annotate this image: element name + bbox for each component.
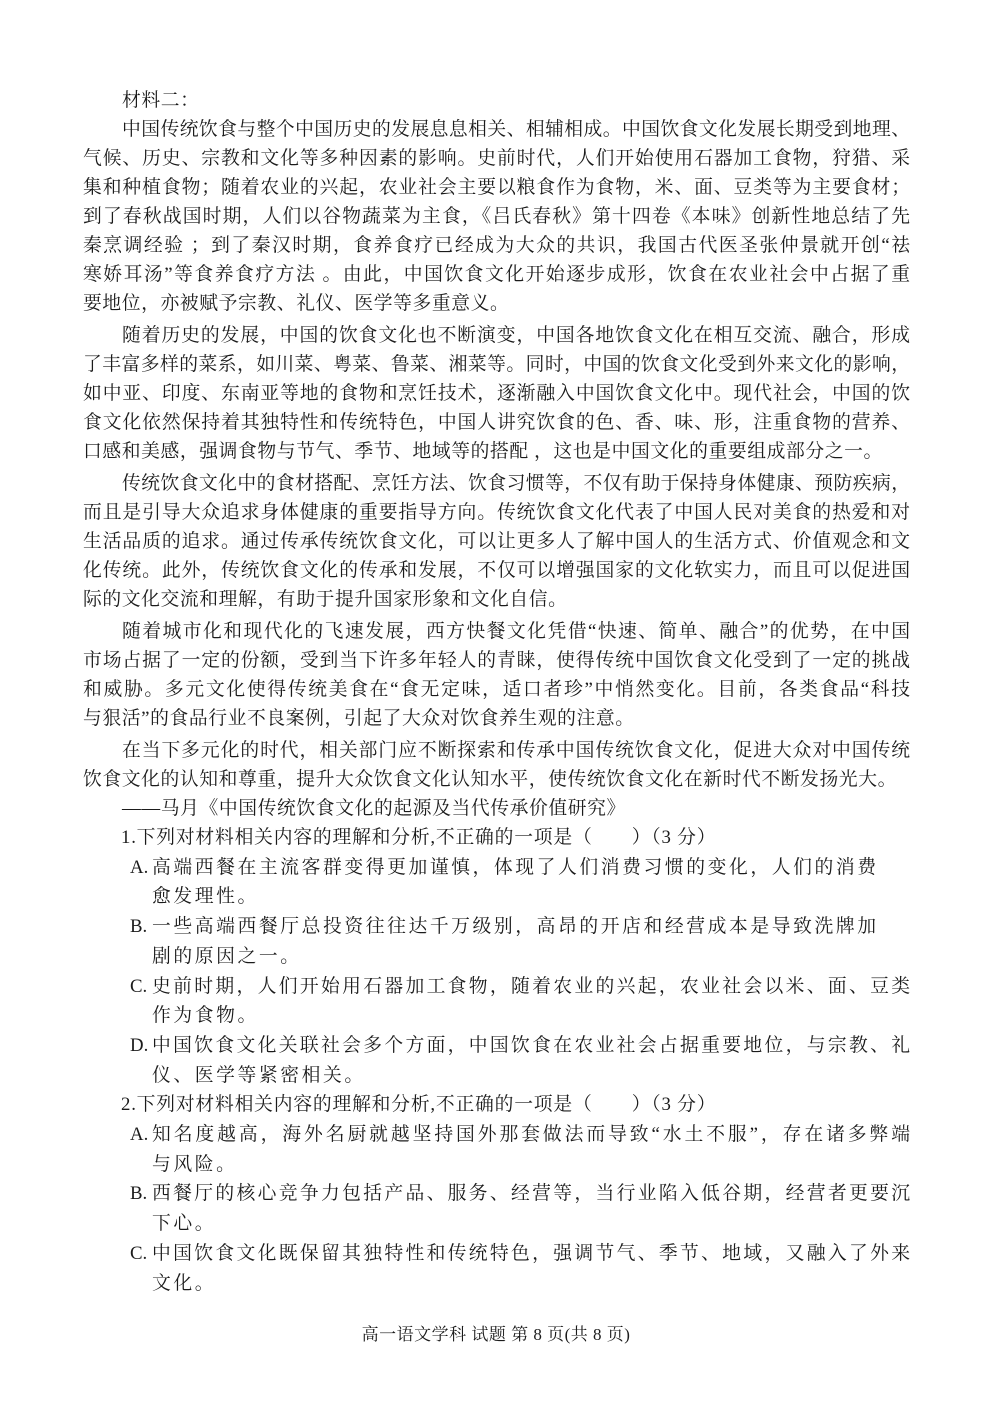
- paragraph-line: 随着历史的发展，中国的饮食文化也不断演变，中国各地饮食文化在相互交流、融合，形成: [122, 325, 910, 346]
- option-text: 一些高端西餐厅总投资往往达千万级别，高昂的开店和经营成本是导致洗牌加: [152, 916, 876, 938]
- paragraph-line: 如中亚、印度、东南亚等地的食物和烹饪技术，逐渐融入中国饮食文化中。现代社会，中国的饮: [83, 383, 910, 404]
- option-text-continued: 作为食物。: [152, 1005, 259, 1027]
- option-first-line: [83, 1120, 910, 1150]
- option-first-line: [83, 1179, 910, 1209]
- paragraph-line: 中国传统饮食与整个中国历史的发展息息相关、相辅相成。中国饮食文化发展长期受到地理、: [122, 119, 910, 140]
- paragraph-line: 生活品质的追求。通过传承传统饮食文化，可以让更多人了解中国人的生活方式、价值观念和文: [83, 531, 910, 552]
- answer-option: [83, 1179, 910, 1238]
- paragraph-line: 寒娇耳汤”等食养食疗方法 。由此，中国饮食文化开始逐步成形，饮食在农业社会中占据了重: [83, 264, 910, 285]
- question-stem: 2.下列对材料相关内容的理解和分析,不正确的一项是（ ）（3 分）: [121, 1094, 717, 1116]
- option-text: 中国饮食文化既保留其独特性和传统特色，强调节气、季节、地域，又融入了外来: [152, 1242, 910, 1264]
- option-first-line: [83, 972, 910, 1002]
- paragraph-line: 传统饮食文化中的食材搭配、烹饪方法、饮食习惯等，不仅有助于保持身体健康、预防疾病，: [122, 473, 910, 494]
- paragraph-line: 口感和美感，强调食物与节气、季节、地域等的搭配 ，这也是中国文化的重要组成部分之一。: [83, 441, 883, 462]
- paragraph: [83, 469, 910, 614]
- paragraph-line: 和威胁。多元文化使得传统美食在“食无定味，适口者珍”中悄然变化。目前，各类食品“科技: [83, 679, 910, 700]
- paragraph-line: 化传统。此外，传统饮食文化的传承和发展，不仅可以增强国家的文化软实力，而且可以促进国: [83, 560, 910, 581]
- option-text: 高端西餐在主流客群变得更加谨慎，体现了人们消费习惯的变化，人们的消费: [152, 856, 876, 878]
- paragraph-line: 在当下多元化的时代，相关部门应不断探索和传承中国传统饮食文化，促进大众对中国传统: [122, 740, 910, 761]
- page-footer: 高一语文学科 试题 第 8 页(共 8 页): [361, 1325, 631, 1344]
- option-text-continued: 剧的原因之一。: [152, 945, 302, 967]
- option-label: B.: [130, 916, 148, 938]
- option-text: 中国饮食文化关联社会多个方面，中国饮食在农业社会占据重要地位，与宗教、礼: [152, 1034, 910, 1056]
- option-first-line: [83, 1239, 910, 1269]
- paragraph: [83, 617, 910, 733]
- option-label: D.: [130, 1034, 149, 1056]
- option-text-continued: 愈发理性。: [152, 886, 259, 908]
- answer-option: [83, 1239, 910, 1298]
- option-text: 西餐厅的核心竞争力包括产品、服务、经营等，当行业陷入低谷期，经营者更要沉: [152, 1183, 910, 1205]
- question-item: [83, 1090, 910, 1298]
- paragraph-line: 要地位，亦被赋予宗教、礼仪、医学等多重意义。: [83, 293, 510, 314]
- material-paragraphs: [83, 115, 910, 794]
- paragraph-line: 而且是引导大众追求身体健康的重要指导方向。传统饮食文化代表了中国人民对美食的热爱和对: [83, 502, 910, 523]
- paragraph-line: 了丰富多样的菜系，如川菜、粤菜、鲁菜、湘菜等。同时，中国的饮食文化受到外来文化的影响，: [83, 354, 910, 375]
- paragraph: [83, 321, 910, 466]
- paragraph: [83, 736, 910, 794]
- question-stem: 1.下列对材料相关内容的理解和分析,不正确的一项是（ ）（3 分）: [121, 827, 717, 848]
- answer-option: [83, 853, 910, 912]
- answer-option: [83, 1120, 910, 1179]
- option-text-continued: 文化。: [152, 1272, 217, 1294]
- option-text: 史前时期，人们开始用石器加工食物，随着农业的兴起，农业社会以米、面、豆类: [152, 975, 910, 997]
- option-text-continued: 下心。: [152, 1213, 217, 1235]
- paragraph-line: 与狠活”的食品行业不良案例，引起了大众对饮食养生观的注意。: [83, 708, 635, 729]
- option-first-line: [83, 1031, 910, 1061]
- answer-option: [83, 1031, 910, 1090]
- option-text: 知名度越高，海外名厨就越坚持国外那套做法而导致“水土不服”，存在诸多弊端: [152, 1124, 910, 1146]
- option-first-line: [83, 912, 910, 942]
- paragraph-line: 到了春秋战国时期，人们以谷物蔬菜为主食，《吕氏春秋》第十四卷《本味》创新性地总结了先: [83, 206, 910, 227]
- option-label: B.: [130, 1183, 148, 1205]
- option-label: C.: [130, 975, 148, 997]
- option-text-continued: 仪、医学等紧密相关。: [152, 1064, 366, 1086]
- paragraph: [83, 115, 910, 318]
- question-list: [83, 823, 910, 1298]
- answer-option: [83, 972, 910, 1031]
- option-text-continued: 与风险。: [152, 1153, 238, 1175]
- option-label: A.: [130, 1124, 149, 1146]
- reading-material: [83, 86, 910, 823]
- paragraph-line: 气候、历史、宗教和文化等多种因素的影响。史前时代，人们开始使用石器加工食物，狩猎、采: [83, 148, 910, 169]
- answer-option: [83, 912, 910, 971]
- option-label: A.: [130, 856, 149, 878]
- question-item: [83, 823, 910, 1090]
- paragraph-line: 随着城市化和现代化的飞速发展，西方快餐文化凭借“快速、简单、融合”的优势，在中国: [122, 621, 910, 642]
- material-heading: 材料二：: [122, 90, 200, 111]
- paragraph-line: 市场占据了一定的份额，受到当下许多年轻人的青睐，使得传统中国饮食文化受到了一定的挑战: [83, 650, 910, 671]
- option-first-line: [83, 853, 910, 883]
- paragraph-line: 集和种植食物；随着农业的兴起，农业社会主要以粮食作为食物，米、面、豆类等为主要食材；: [83, 177, 910, 198]
- option-label: C.: [130, 1242, 148, 1264]
- paragraph-line: 秦烹调经验 ；到了秦汉时期，食养食疗已经成为大众的共识，我国古代医圣张仲景就开创“祛: [83, 235, 910, 256]
- paragraph-line: 际的文化交流和理解，有助于提升国家形象和文化自信。: [83, 589, 568, 610]
- paragraph-line: 饮食文化的认知和尊重，提升大众饮食文化认知水平，使传统饮食文化在新时代不断发扬光大。: [83, 769, 898, 790]
- material-source: ——马月《中国传统饮食文化的起源及当代传承价值研究》: [122, 798, 626, 819]
- paragraph-line: 食文化依然保持着其独特性和传统特色，中国人讲究饮食的色、香、味、形，注重食物的营养、: [83, 412, 910, 433]
